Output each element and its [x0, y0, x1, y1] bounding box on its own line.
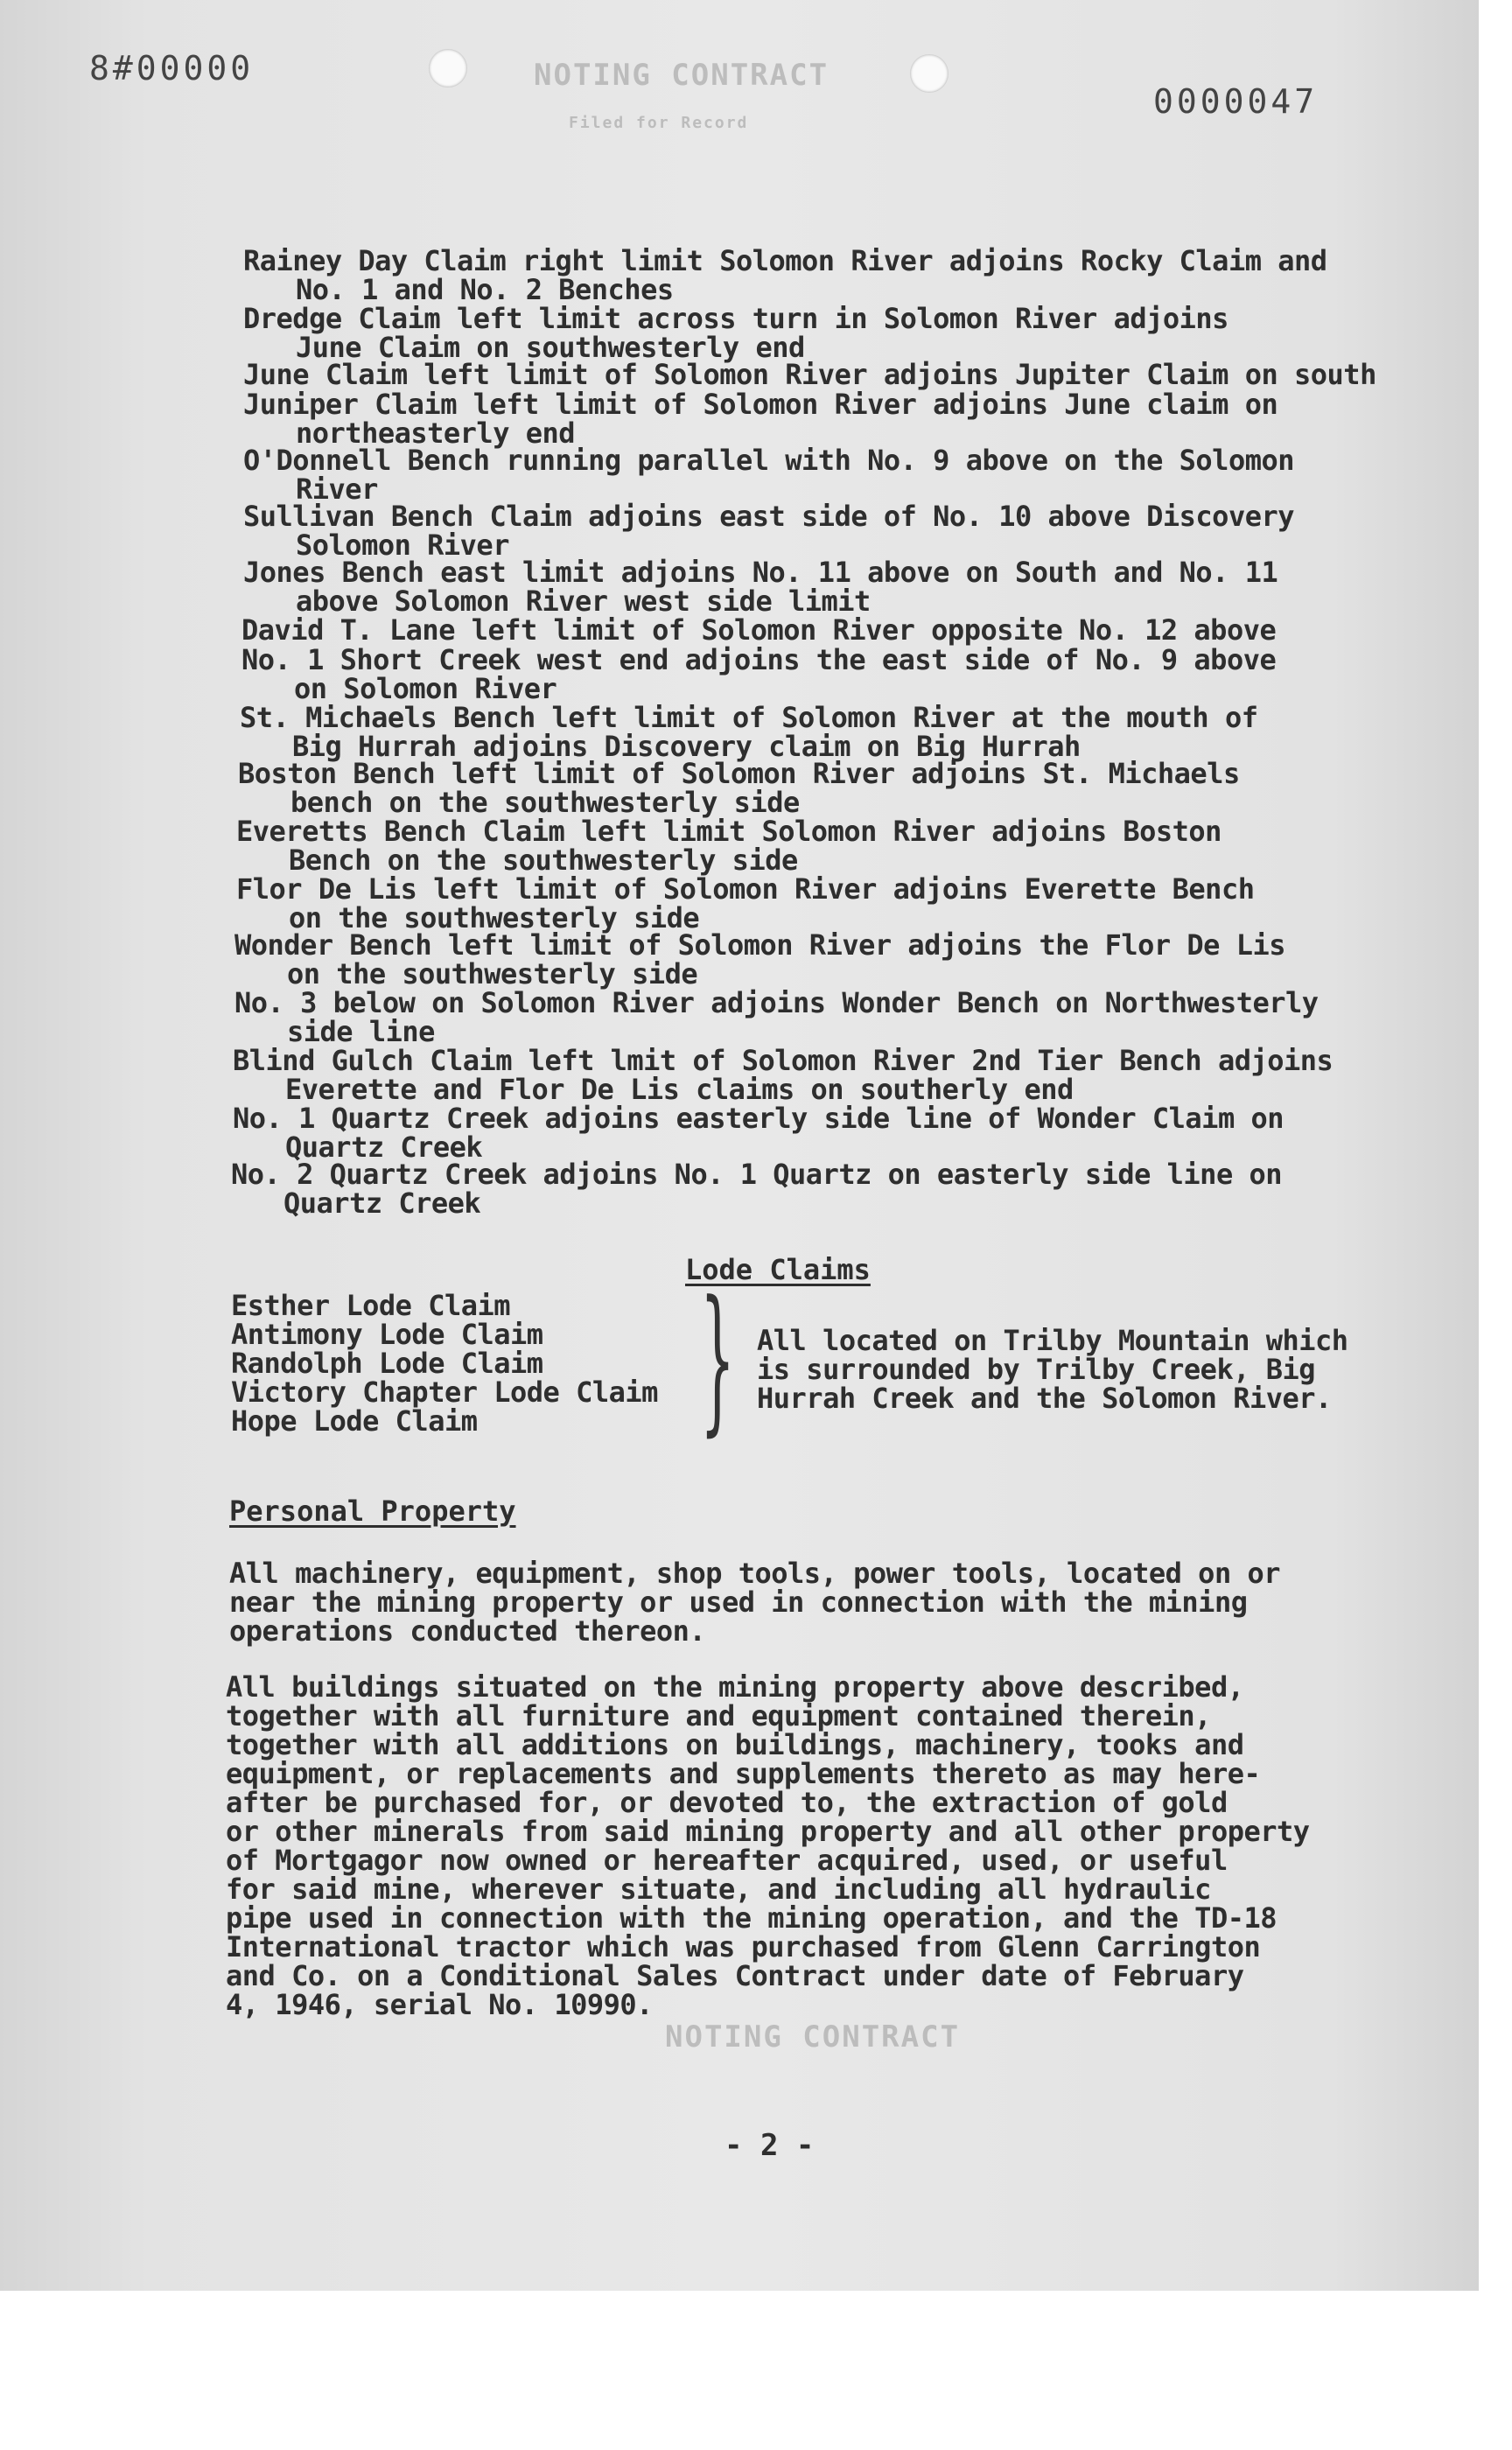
lode-claim-name: Esther Lode Claim [231, 1289, 511, 1322]
claim-line-2: Everette and Flor De Lis claims on southerly end [285, 1073, 1074, 1106]
faint-bleedthrough-subheader: Filed for Record [569, 114, 749, 132]
claim-line-2: Solomon River [296, 528, 509, 562]
claim-line-2: Quartz Creek [285, 1130, 483, 1164]
claim-entry [233, 1104, 1284, 1162]
claim-line-2: bench on the southwesterly side [290, 786, 800, 819]
claim-entry [231, 1160, 1282, 1218]
claim-entry [234, 928, 1285, 990]
lode-claim-name: Hope Lode Claim [231, 1404, 478, 1438]
claim-line-1: Juniper Claim left limit of Solomon River adjoins June claim on [243, 388, 1278, 421]
claim-line-1: Jones Bench east limit adjoins No. 11 above on South and No. 11 [243, 556, 1278, 589]
lode-claim-name: Antimony Lode Claim [231, 1318, 543, 1351]
claim-line-1: Flor De Lis left limit of Solomon River adjoins Everette Bench [236, 872, 1255, 906]
claim-line-1: No. 2 Quartz Creek adjoins No. 1 Quartz on easterly side line on [231, 1158, 1282, 1191]
page-number: - 2 - [724, 2128, 815, 2163]
claim-line-1: Rainey Day Claim right limit Solomon River adjoins Rocky Claim and [243, 244, 1327, 277]
lode-claim-name: Randolph Lode Claim [231, 1347, 543, 1380]
claim-line-2: Quartz Creek [284, 1186, 481, 1220]
claim-entry [234, 986, 1319, 1048]
personal-property-paragraph-2: All buildings situated on the mining property above described, together with all furniture and equipment contained therein, together with all additions on buildings, machinery, tooks and equipment, or replacements and supplements thereto as may here- after be purchased for, or devoted to, the extraction of gold or other minerals from said mining property and all other property of Mortgagor now owned or hereafter acquired, used, or useful for said mine, wherever situate, and including all hydraulic pipe used in connection with the mining operation, and the TD-18 International tractor which was purchased from Glenn Carrington and Co. on a Conditional Sales Contract under date of February 4, 1946, serial No. 10990. [226, 1670, 1310, 2021]
claim-line-1: No. 1 Short Creek west end adjoins the east side of No. 9 above [242, 643, 1277, 676]
faint-bleedthrough-header: NOTING CONTRACT [534, 58, 830, 93]
claim-entry [243, 390, 1278, 448]
claim-entry [243, 446, 1294, 504]
lode-claim-name: Victory Chapter Lode Claim [231, 1376, 658, 1409]
claim-line-1: No. 1 Quartz Creek adjoins easterly side line of Wonder Claim on [233, 1102, 1284, 1135]
claim-entry [242, 613, 1277, 647]
personal-property-heading: Personal Property [229, 1494, 516, 1528]
punch-hole-left [429, 49, 467, 88]
claim-line-1: June Claim left limit of Solomon River adjoins Jupiter Claim on south [243, 358, 1376, 391]
claim-entry [243, 244, 1327, 306]
claim-entry [243, 502, 1294, 560]
claim-line-2: on the southwesterly side [289, 901, 700, 934]
claim-line-1: David T. Lane left limit of Solomon River opposite No. 12 above [242, 613, 1277, 647]
document-number-right: 0000047 [1153, 82, 1319, 121]
claim-line-1: Boston Bench left limit of Solomon River adjoins St. Michaels [238, 757, 1240, 790]
claim-entry [233, 1046, 1333, 1104]
claim-line-1: Dredge Claim left limit across turn in Solomon River adjoins [243, 302, 1228, 335]
claim-line-1: Wonder Bench left limit of Solomon River adjoins the Flor De Lis [234, 928, 1285, 962]
grouping-brace: } [700, 1268, 736, 1451]
claim-entry [243, 360, 1376, 389]
claim-entry [236, 817, 1222, 875]
claim-line-1: Everetts Bench Claim left limit Solomon River adjoins Boston [236, 815, 1222, 848]
claim-line-2: River [296, 472, 378, 506]
claim-line-2: Bench on the southwesterly side [289, 844, 798, 877]
claim-line-2: on Solomon River [294, 672, 557, 705]
claim-line-2: Big Hurrah adjoins Discovery claim on Big Hurrah [292, 730, 1081, 763]
claim-entry [238, 757, 1240, 819]
claim-line-2: on the southwesterly side [287, 957, 698, 990]
claim-line-1: Sullivan Bench Claim adjoins east side of No. 10 above Discovery [243, 500, 1294, 533]
claim-line-1: Blind Gulch Claim left lmit of Solomon River 2nd Tier Bench adjoins [233, 1044, 1334, 1077]
lode-claims-heading: Lode Claims [685, 1253, 871, 1286]
claim-entry [242, 643, 1277, 705]
claim-line-2: June Claim on southwesterly end [296, 331, 805, 364]
claim-line-2: No. 1 and No. 2 Benches [296, 273, 674, 306]
claim-line-1: St. Michaels Bench left limit of Solomon River at the mouth of [240, 701, 1258, 734]
claim-line-2: side line [287, 1015, 435, 1048]
claim-entry [240, 701, 1258, 763]
lode-location-text: All located on Trilby Mountain which is surrounded by Trilby Creek, Big Hurrah Creek and the Solomon River. [757, 1324, 1348, 1415]
punch-hole-right [910, 54, 948, 93]
faint-bleedthrough-footer: NOTING CONTRACT [665, 2020, 961, 2054]
claim-line-1: No. 3 below on Solomon River adjoins Wonder Bench on Northwesterly [234, 986, 1319, 1019]
claim-entry [243, 304, 1228, 362]
claim-line-2: northeasterly end [296, 416, 576, 450]
document-number-left: 8#00000 [89, 49, 255, 88]
personal-property-paragraph-1: All machinery, equipment, shop tools, power tools, located on or near the mining property or used in connection with the mining operations conducted thereon. [229, 1557, 1280, 1648]
claim-line-1: O'Donnell Bench running parallel with No. 9 above on the Solomon [243, 444, 1294, 477]
claim-line-2: above Solomon River west side limit [296, 584, 871, 618]
claim-entry [236, 872, 1255, 934]
claim-entry [243, 558, 1278, 616]
